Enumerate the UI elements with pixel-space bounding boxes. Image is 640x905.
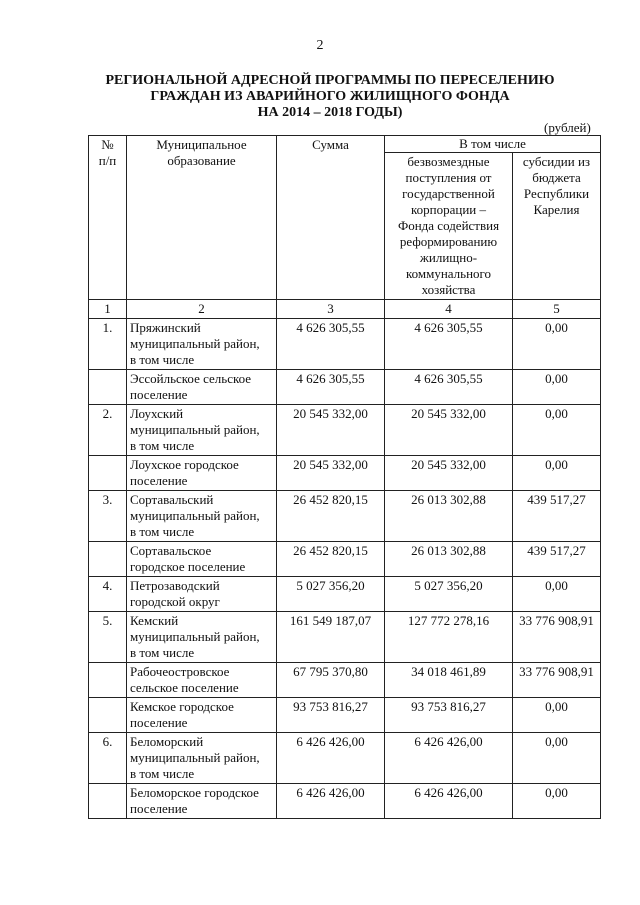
- text-line: Пряжинский: [130, 320, 201, 335]
- text-line: Сортавальский: [130, 492, 214, 507]
- municipality-name: [127, 491, 277, 542]
- table-row: [89, 612, 601, 663]
- fund-value: 34 018 461,89: [385, 663, 513, 698]
- title-line-3: НА 2014 – 2018 ГОДЫ): [257, 105, 403, 120]
- text-line: поступления от: [405, 170, 492, 185]
- municipality-name: [127, 577, 277, 612]
- municipality-name: [127, 405, 277, 456]
- text-line: муниципальный район,: [130, 629, 260, 644]
- program-table: [88, 135, 601, 819]
- text-line: Кемское городское: [130, 699, 234, 714]
- table-row: [89, 784, 601, 819]
- fund-value: 93 753 816,27: [385, 698, 513, 733]
- subsidy-value: 0,00: [513, 370, 601, 405]
- text-line: Беломорский: [130, 734, 204, 749]
- text-line: муниципальный район,: [130, 422, 260, 437]
- subsidy-value: 439 517,27: [513, 542, 601, 577]
- text-line: бюджета: [532, 170, 581, 185]
- row-number: 5.: [89, 612, 127, 663]
- subsidy-value: 0,00: [513, 456, 601, 491]
- header-sum: Сумма: [277, 136, 385, 300]
- row-number: [89, 370, 127, 405]
- row-number: [89, 663, 127, 698]
- municipality-name: [127, 784, 277, 819]
- municipality-name: [127, 370, 277, 405]
- text-line: Республики: [523, 186, 590, 201]
- municipality-name: [127, 698, 277, 733]
- text-line: поселение: [130, 801, 188, 816]
- table-row: [89, 698, 601, 733]
- fund-value: 6 426 426,00: [385, 733, 513, 784]
- text-line: городской округ: [130, 594, 220, 609]
- table-row: [89, 405, 601, 456]
- sum-value: 26 452 820,15: [277, 491, 385, 542]
- header-including: В том числе: [385, 136, 601, 153]
- text-line: в том числе: [130, 438, 195, 453]
- sum-value: 4 626 305,55: [277, 370, 385, 405]
- column-number: 1: [89, 300, 127, 319]
- header-num: № п/п: [89, 136, 127, 300]
- text-line: муниципальный район,: [130, 508, 260, 523]
- column-number-row: [89, 300, 601, 319]
- fund-value: 4 626 305,55: [385, 319, 513, 370]
- text-line: Кемский: [130, 613, 179, 628]
- text-line: реформированию: [399, 234, 498, 249]
- column-number: 3: [277, 300, 385, 319]
- text-line: Эссойльское сельское: [130, 371, 252, 386]
- table-row: [89, 319, 601, 370]
- sum-value: 161 549 187,07: [277, 612, 385, 663]
- header-municipality: Муниципальное образование: [127, 136, 277, 300]
- row-number: [89, 698, 127, 733]
- sum-value: 20 545 332,00: [277, 405, 385, 456]
- text-line: хозяйства: [421, 282, 476, 297]
- text-line: в том числе: [130, 766, 195, 781]
- municipality-name: [127, 612, 277, 663]
- column-number: 4: [385, 300, 513, 319]
- row-number: 2.: [89, 405, 127, 456]
- row-number: 6.: [89, 733, 127, 784]
- fund-value: 20 545 332,00: [385, 405, 513, 456]
- municipality-name: [127, 542, 277, 577]
- fund-value: 6 426 426,00: [385, 784, 513, 819]
- text-line: в том числе: [130, 645, 195, 660]
- header-subsidy: [513, 153, 601, 300]
- sum-value: 6 426 426,00: [277, 784, 385, 819]
- subsidy-value: 33 776 908,91: [513, 663, 601, 698]
- text-line: сельское поселение: [130, 680, 239, 695]
- subsidy-value: 0,00: [513, 319, 601, 370]
- header-fund: [385, 153, 513, 300]
- fund-value: 4 626 305,55: [385, 370, 513, 405]
- fund-value: 26 013 302,88: [385, 542, 513, 577]
- text-line: поселение: [130, 473, 188, 488]
- subsidy-value: 0,00: [513, 733, 601, 784]
- municipality-name: [127, 733, 277, 784]
- subsidy-value: 0,00: [513, 698, 601, 733]
- header-row: [89, 136, 601, 153]
- municipality-name: [127, 456, 277, 491]
- row-number: 1.: [89, 319, 127, 370]
- sum-value: 67 795 370,80: [277, 663, 385, 698]
- table-row: [89, 733, 601, 784]
- text-line: Сортавальское: [130, 543, 212, 558]
- text-line: Лоухское городское: [130, 457, 239, 472]
- sum-value: 6 426 426,00: [277, 733, 385, 784]
- text-line: Рабочеостровское: [130, 664, 230, 679]
- text-line: в том числе: [130, 524, 195, 539]
- text-line: безвозмездные: [407, 154, 490, 169]
- text-line: городское поселение: [130, 559, 246, 574]
- table-row: [89, 542, 601, 577]
- document-title: [60, 73, 600, 121]
- table-row: [89, 663, 601, 698]
- text-line: поселение: [130, 387, 188, 402]
- table-row: [89, 456, 601, 491]
- subsidy-value: 0,00: [513, 405, 601, 456]
- table-row: [89, 491, 601, 542]
- subsidy-value: 439 517,27: [513, 491, 601, 542]
- text-line: Лоухский: [130, 406, 184, 421]
- text-line: субсидии из: [522, 154, 591, 169]
- text-line: корпорации –: [410, 202, 486, 217]
- text-line: поселение: [130, 715, 188, 730]
- text-line: Петрозаводский: [130, 578, 220, 593]
- subsidy-value: 0,00: [513, 577, 601, 612]
- municipality-name: [127, 663, 277, 698]
- text-line: коммунального: [405, 266, 492, 281]
- text-line: в том числе: [130, 352, 195, 367]
- page-number: 2: [316, 38, 324, 53]
- sum-value: 20 545 332,00: [277, 456, 385, 491]
- sum-value: 5 027 356,20: [277, 577, 385, 612]
- column-number: 5: [513, 300, 601, 319]
- text-line: жилищно-: [419, 250, 478, 265]
- table-row: [89, 577, 601, 612]
- row-number: 3.: [89, 491, 127, 542]
- text-line: муниципальный район,: [130, 336, 260, 351]
- title-line-1: РЕГИОНАЛЬНОЙ АДРЕСНОЙ ПРОГРАММЫ ПО ПЕРЕСЕЛЕНИЮ: [105, 73, 555, 88]
- row-number: 4.: [89, 577, 127, 612]
- text-line: муниципальный район,: [130, 750, 260, 765]
- fund-value: 20 545 332,00: [385, 456, 513, 491]
- sum-value: 26 452 820,15: [277, 542, 385, 577]
- sum-value: 93 753 816,27: [277, 698, 385, 733]
- text-line: Карелия: [533, 202, 580, 217]
- sum-value: 4 626 305,55: [277, 319, 385, 370]
- text-line: Фонда содействия: [397, 218, 500, 233]
- table-row: [89, 370, 601, 405]
- currency-units: (рублей): [544, 120, 591, 135]
- fund-value: 127 772 278,16: [385, 612, 513, 663]
- fund-value: 26 013 302,88: [385, 491, 513, 542]
- text-line: Беломорское городское: [130, 785, 259, 800]
- row-number: [89, 784, 127, 819]
- column-number: 2: [127, 300, 277, 319]
- fund-value: 5 027 356,20: [385, 577, 513, 612]
- subsidy-value: 0,00: [513, 784, 601, 819]
- row-number: [89, 542, 127, 577]
- text-line: государственной: [402, 186, 495, 201]
- row-number: [89, 456, 127, 491]
- municipality-name: [127, 319, 277, 370]
- subsidy-value: 33 776 908,91: [513, 612, 601, 663]
- title-line-2: ГРАЖДАН ИЗ АВАРИЙНОГО ЖИЛИЩНОГО ФОНДА: [150, 89, 510, 104]
